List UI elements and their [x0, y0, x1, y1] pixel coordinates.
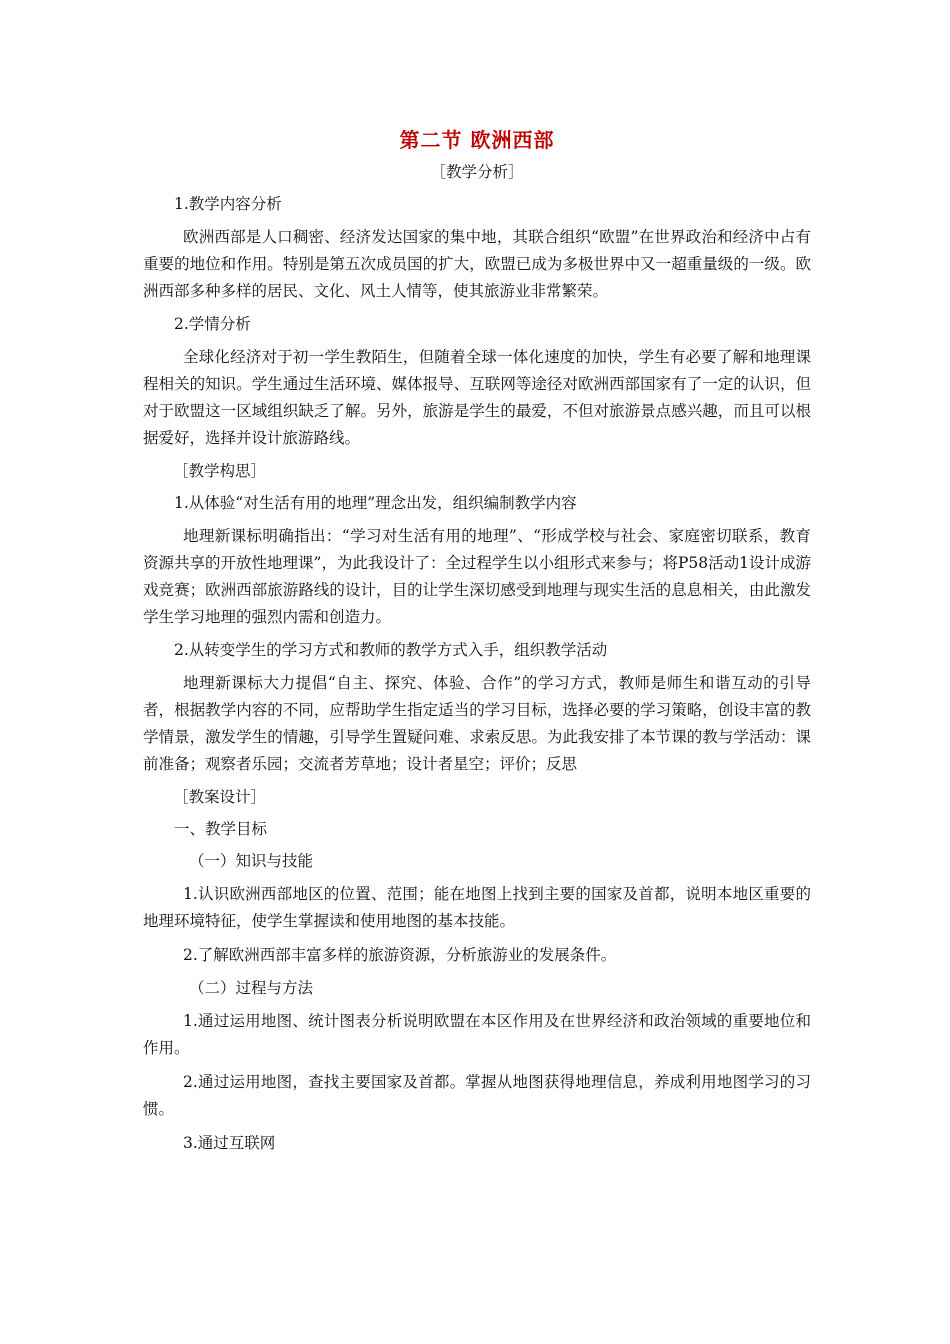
section-heading-concept: ［教学构思］: [173, 462, 267, 480]
paragraph-concept-1: 地理新课标明确指出：“学习对生活有用的地理”、“形成学校与社会、家庭密切联系，教育资源共享的开放性地理课”，为此我设计了：全过程学生以小组形式来参与；将P58活动1设计成游戏竞赛；欧洲西部旅游路线的设计，目的让学生深切感受到地理与现实生活的息息相关，由此激发学生学习地理的强烈内需和创造力。: [143, 527, 811, 626]
heading-teaching-goals: 一、教学目标: [174, 820, 268, 838]
heading-concept-1: 1.从体验“对生活有用的地理”理念出发，组织编制教学内容: [174, 494, 577, 512]
page-title: 第二节 欧洲西部: [399, 128, 555, 152]
paragraph-process-1: 1.通过运用地图、统计图表分析说明欧盟在本区作用及在世界经济和政治领域的重要地位和作用。: [143, 1012, 811, 1057]
paragraph-goal-1: 1.认识欧洲西部地区的位置、范围；能在地图上找到主要的国家及首都，说明本地区重要的地理环境特征，使学生掌握读和使用地图的基本技能。: [143, 885, 811, 930]
heading-student-analysis: 2.学情分析: [174, 315, 251, 333]
section-heading-analysis: ［教学分析］: [430, 163, 524, 181]
subheading-process-methods: （二）过程与方法: [189, 979, 314, 997]
paragraph-process-2: 2.通过运用地图，查找主要国家及首都。掌握从地图获得地理信息，养成利用地图学习的习惯。: [143, 1073, 811, 1118]
section-heading-design: ［教案设计］: [173, 788, 267, 806]
subheading-knowledge-skills: （一）知识与技能: [189, 852, 314, 870]
paragraph-concept-2: 地理新课标大力提倡“自主、探究、体验、合作”的学习方式，教师是师生和谐互动的引导者，根据教学内容的不同，应帮助学生指定适当的学习目标，选择必要的学习策略，创设丰富的教学情景，激发学生的情趣，引导学生置疑问难、求索反思。为此我安排了本节课的教与学活动：课前准备；观察者乐园；交流者芳草地；设计者星空；评价；反思: [143, 674, 811, 773]
paragraph-student-analysis: 全球化经济对于初一学生教陌生，但随着全球一体化速度的加快，学生有必要了解和地理课程相关的知识。学生通过生活环境、媒体报导、互联网等途径对欧洲西部国家有了一定的认识，但对于欧盟这一区域组织缺乏了解。另外，旅游是学生的最爱，不但对旅游景点感兴趣，而且可以根据爱好，选择并设计旅游路线。: [143, 348, 811, 447]
paragraph-goal-2: 2.了解欧洲西部丰富多样的旅游资源，分析旅游业的发展条件。: [183, 946, 617, 964]
heading-concept-2: 2.从转变学生的学习方式和教师的教学方式入手，组织教学活动: [174, 641, 608, 659]
document-page: [143, 124, 811, 1164]
paragraph-process-3: 3.通过互联网: [183, 1134, 276, 1152]
paragraph-content-analysis: 欧洲西部是人口稠密、经济发达国家的集中地，其联合组织“欧盟”在世界政治和经济中占有重要的地位和作用。特别是第五次成员国的扩大，欧盟已成为多极世界中又一超重量级的一级。欧洲西部多种多样的居民、文化、风土人情等，使其旅游业非常繁荣。: [143, 228, 811, 300]
heading-content-analysis: 1.教学内容分析: [174, 195, 282, 213]
